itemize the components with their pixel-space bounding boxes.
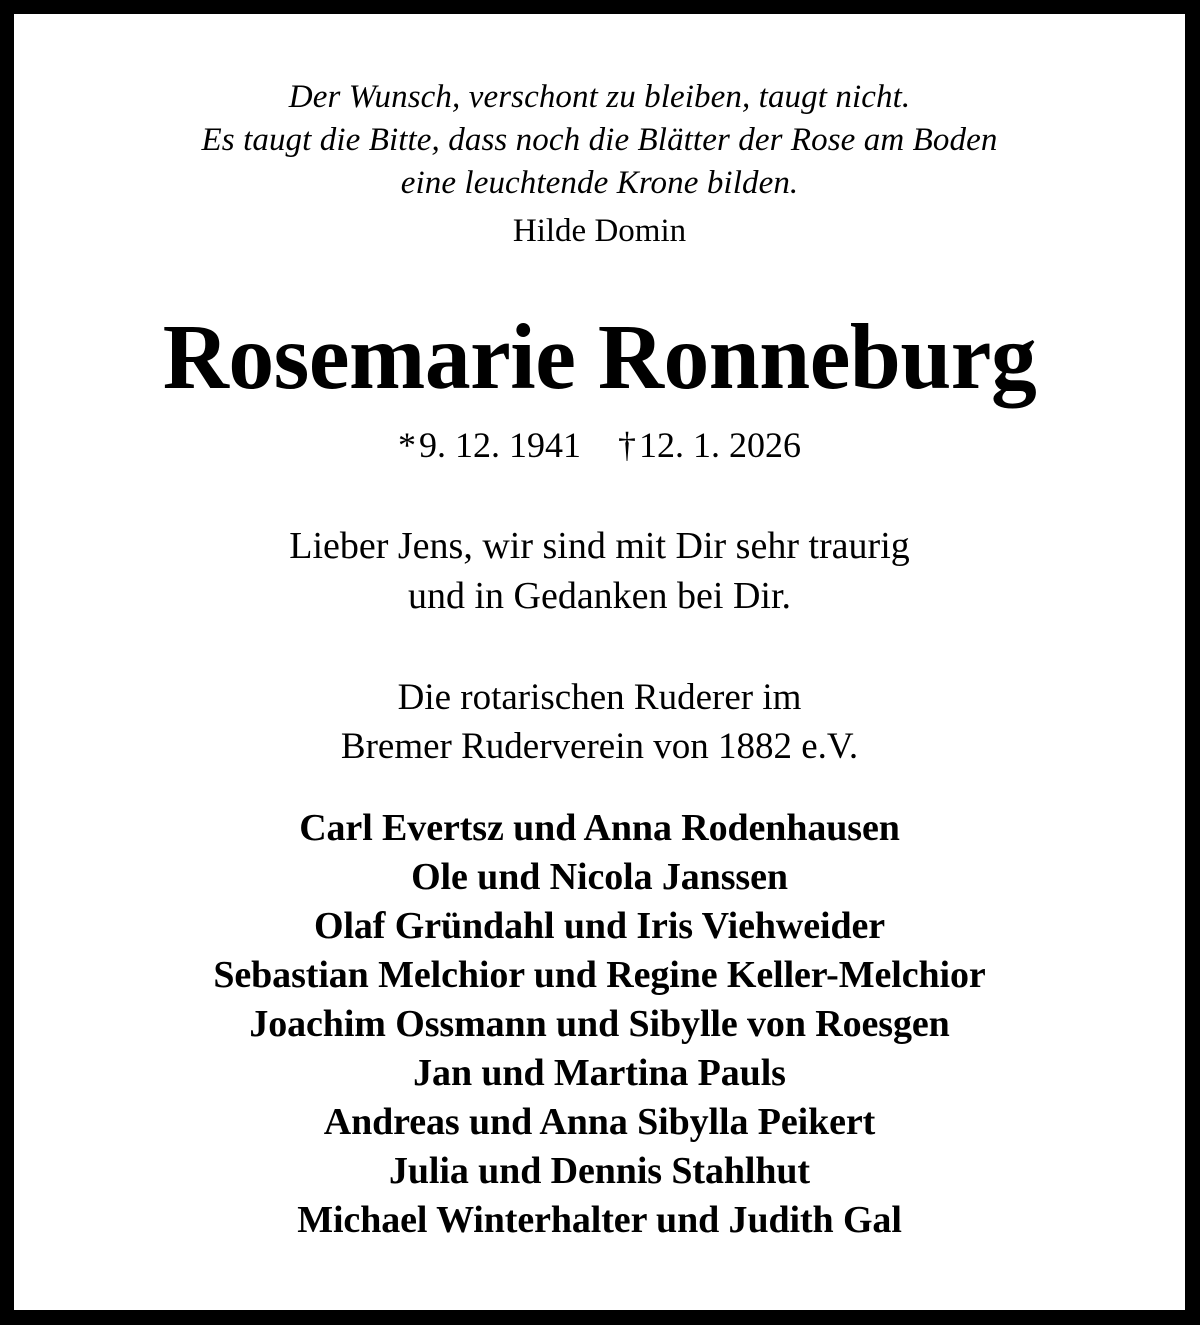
signatory-item: Sebastian Melchior und Regine Keller-Melchior [213, 953, 986, 996]
birth-date-group [398, 422, 581, 468]
quote-block [14, 14, 1185, 253]
signatory-item: Ole und Nicola Janssen [411, 855, 788, 898]
death-date: 12. 1. 2026 [639, 424, 801, 465]
signatory-item: Andreas und Anna Sibylla Peikert [323, 1100, 876, 1143]
signatory-item: Michael Winterhalter und Judith Gal [297, 1198, 902, 1241]
organisation-block [14, 621, 1185, 771]
signatory-item: Olaf Gründahl und Iris Viehweider [313, 904, 886, 947]
organisation-line-2: Bremer Ruderverein von 1882 e.V. [340, 725, 859, 767]
message-block [14, 468, 1185, 621]
organisation-line-1: Die rotarischen Ruderer im [397, 676, 802, 718]
quote-line-1: Der Wunsch, verschont zu bleiben, taugt nicht. [288, 79, 911, 115]
deceased-name-block [14, 253, 1185, 409]
asterisk-icon: * [398, 424, 416, 465]
birth-date: 9. 12. 1941 [419, 424, 581, 465]
signatory-item: Carl Evertsz und Anna Rodenhausen [299, 806, 900, 849]
signatory-item: Joachim Ossmann und Sibylle von Roesgen [249, 1002, 950, 1045]
death-date-group [618, 422, 801, 468]
message-line-1: Lieber Jens, wir sind mit Dir sehr traurig [289, 524, 910, 567]
signatories-list [14, 771, 1185, 1245]
message-line-2: und in Gedanken bei Dir. [407, 574, 792, 617]
signatory-item: Julia und Dennis Stahlhut [389, 1149, 810, 1192]
cross-dagger-icon: † [618, 424, 636, 465]
death-notice-body [14, 14, 1185, 1310]
deceased-name: Rosemarie Ronneburg [162, 306, 1037, 409]
quote-author: Hilde Domin [512, 213, 687, 249]
life-dates [14, 406, 1185, 468]
quote-line-3: eine leuchtende Krone bilden. [400, 165, 799, 201]
signatory-item: Jan und Martina Pauls [413, 1051, 786, 1094]
quote-line-2: Es taugt die Bitte, dass noch die Blätter der Rose am Boden [201, 122, 998, 158]
